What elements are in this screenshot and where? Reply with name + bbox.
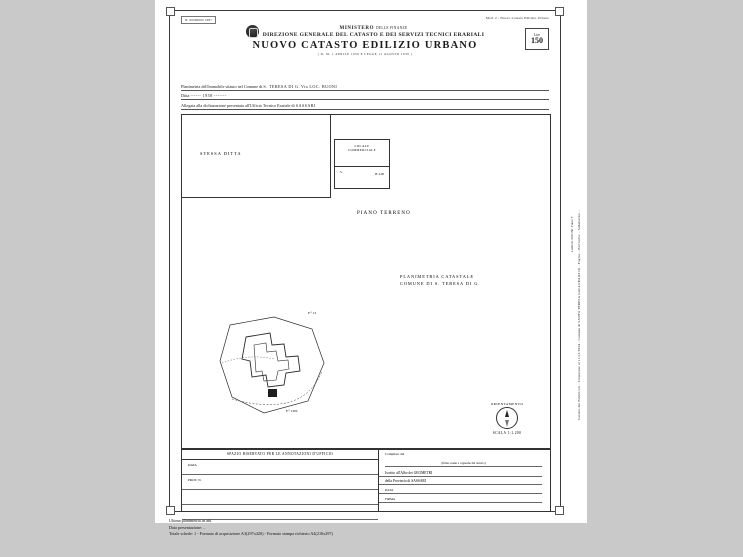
header-stamp-left: N. 00000000 1987 bbox=[181, 16, 216, 24]
republic-emblem-icon bbox=[246, 25, 259, 38]
form-value-ufficio: SASSARI bbox=[295, 103, 316, 108]
office-annotations-box bbox=[181, 448, 551, 512]
form-line-ufficio bbox=[181, 103, 549, 110]
ministero-sub-label: DELLE FINANZE bbox=[375, 26, 408, 31]
form-label-ditta: Ditta bbox=[181, 93, 190, 98]
document-footer bbox=[169, 518, 569, 538]
floor-label: PIANO TERRENO bbox=[357, 211, 411, 216]
orientamento-label: ORIENTAMENTO bbox=[490, 402, 524, 406]
form-line-ditta bbox=[181, 93, 549, 100]
document-header bbox=[181, 16, 549, 56]
form-value-comune: S. TERESA DI G. bbox=[263, 84, 300, 89]
lire-label: Lire bbox=[534, 33, 540, 37]
compiled-by-label: Compilato dal bbox=[385, 452, 405, 456]
scanned-document-page bbox=[155, 0, 587, 536]
form-value-ditta: ------ 1958 ------- bbox=[190, 93, 227, 98]
unit-surface-label: S. bbox=[340, 170, 343, 174]
date-line: DATA bbox=[379, 488, 542, 494]
compass-rose-icon bbox=[496, 407, 518, 429]
annotations-left-panel bbox=[182, 449, 379, 511]
planimetria-comune: COMUNE DI S. TERESA DI G. bbox=[400, 281, 481, 287]
annotations-row-data: DATA bbox=[182, 460, 378, 475]
corner-mark-top-right bbox=[555, 7, 564, 16]
compiled-by-sub-label: (firma, nome e cognome del tecnico) bbox=[385, 461, 542, 467]
unit-divider bbox=[335, 166, 389, 167]
corner-mark-bottom-left bbox=[166, 506, 175, 515]
form-label-comune: Planimetria dell'immobile sitauto nel Comune di bbox=[181, 84, 263, 89]
document-title: NUOVO CATASTO EDILIZIO URBANO bbox=[252, 40, 478, 52]
planimetry-drawing-area bbox=[181, 114, 551, 450]
unit-label: LOCALE COMMERCIALE bbox=[348, 144, 376, 152]
scale-label: SCALA 1:1.200 bbox=[492, 431, 522, 435]
lire-value: 150 bbox=[531, 36, 543, 45]
direzione-label: DIREZIONE GENERALE DEL CATASTO E DEI SERVIZI TECNICI ERARIALI bbox=[262, 31, 485, 38]
foglio-label-top: F.° 13 bbox=[308, 311, 317, 315]
footer-line-2: Data presentazione: .. bbox=[169, 524, 206, 530]
stessa-ditta-label: STESSA DITTA bbox=[200, 151, 242, 156]
form-value-via: Via LOC. BUONI bbox=[300, 84, 338, 89]
form-label-ufficio: Allegata alla dichiarazione presentata all'Ufficio Tecnico Erariale di bbox=[181, 103, 295, 108]
annotations-row-3 bbox=[182, 490, 378, 505]
ministero-label: MINISTERO bbox=[339, 26, 375, 32]
ministero-row bbox=[181, 25, 549, 38]
foglio-label-bottom: F.° 130C bbox=[286, 409, 299, 413]
compiled-by-panel bbox=[379, 449, 550, 511]
orientation-compass bbox=[476, 402, 538, 435]
signature-line: FIRMA bbox=[379, 497, 542, 503]
corner-mark-bottom-right bbox=[555, 506, 564, 515]
cadastral-map-svg bbox=[212, 311, 352, 421]
left-inner-panel bbox=[182, 115, 331, 198]
form-line-location bbox=[181, 84, 549, 91]
corner-mark-top-left bbox=[166, 7, 175, 16]
footer-line-3: Totale schede: 1 - Formato di acquisizione A3(297x420) - Formato stampa richiesto A4(210x297) bbox=[169, 531, 333, 536]
planimetria-catastale-text bbox=[400, 273, 480, 287]
document-subtitle: ( D. M. 1 APRILE 1939 E LEGGE 11 AGOSTO 1939 ) bbox=[317, 52, 413, 57]
annotations-title: SPAZIO RISERVATO PER LE ANNOTAZIONI D'UFFICIO bbox=[182, 449, 378, 460]
annotations-row-prot: PROT. N. bbox=[182, 475, 378, 490]
planimetria-title: PLANIMETRIA CATASTALE bbox=[400, 274, 474, 279]
header-note-right: Mod. 2 - Nuovo Catasto Edilizio Urbano bbox=[485, 16, 549, 20]
provincia-line: della Provincia di SASSARI bbox=[379, 479, 542, 485]
unit-height-label: H. 4,00 bbox=[375, 172, 384, 176]
footer-line-1: Ultima planimetria in atti bbox=[169, 518, 212, 523]
side-stamp-line-2: LARGO BUONI Piano T bbox=[570, 216, 574, 253]
unit-plan-box bbox=[334, 139, 390, 189]
cadastral-map bbox=[212, 311, 352, 421]
side-stamp-line-1: Catasto dei Fabbricati - Situazione al 11/12/2024 - Comune di SANTA TERESA GALLURA(I313) - Foglio: - Particella: - Subalterno: - bbox=[577, 210, 581, 420]
albo-line: Iscritto all'Albo dei GEOMETRI bbox=[379, 471, 542, 477]
lire-stamp-box bbox=[525, 28, 549, 50]
